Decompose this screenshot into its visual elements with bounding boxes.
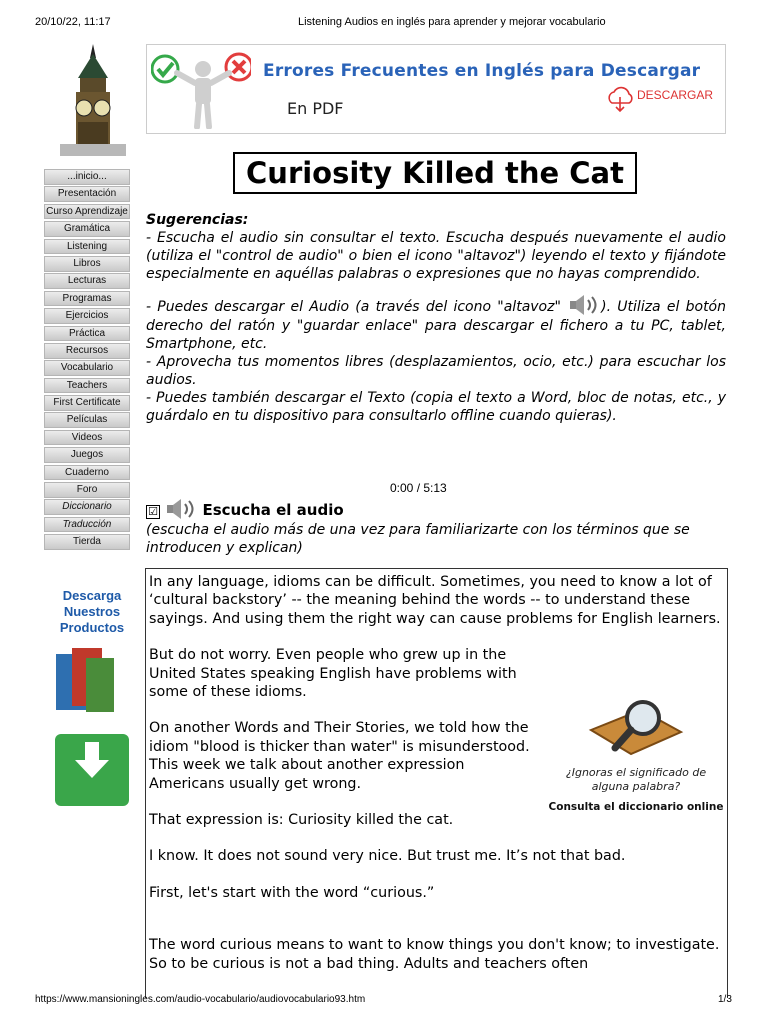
promo-title: Descarga Nuestros Productos (59, 588, 125, 635)
nav-item-juegos[interactable]: Juegos (44, 447, 130, 463)
print-page-number: 1/3 (718, 994, 732, 1005)
dictionary-ad[interactable] (547, 690, 725, 840)
sugerencias-section (146, 211, 726, 425)
listen-section (146, 497, 726, 557)
download-arrow-icon (55, 734, 129, 784)
nav-item-traduccion[interactable]: Traducción (44, 517, 130, 533)
books-image (52, 644, 118, 716)
article-paragraph-5: I know. It does not sound very nice. But trust me. It’s not that bad. (149, 848, 626, 865)
listen-heading-row (146, 497, 726, 521)
sugerencia-4: - Puedes también descargar el Texto (copia el texto a Word, bloc de notas, etc., y guárdalo en tu dispositivo para consultarlo offline cuando quieras). (146, 390, 726, 424)
nav-item-tierda[interactable]: Tierda (44, 534, 130, 550)
cloud-download-icon (605, 83, 635, 113)
sidebar-nav (44, 169, 130, 552)
descargar-button[interactable] (605, 83, 723, 113)
checkbox-icon: ☑ (146, 505, 160, 519)
check-cross-figure-icon (151, 49, 251, 129)
download-button[interactable] (55, 734, 190, 806)
magnifier-book-icon (581, 690, 691, 760)
nav-item-ejercicios[interactable]: Ejercicios (44, 308, 130, 324)
sugerencia-2b: ). Utiliza el botón derecho del ratón y "guardar enlace" para descargar el fichero a tu PC, tablet, Smartphone, etc. (146, 299, 726, 352)
nav-item-gramatica[interactable]: Gramática (44, 221, 130, 237)
print-datetime: 20/10/22, 11:17 (35, 16, 111, 28)
dict-question: ¿Ignoras el significado de alguna palabra? (565, 765, 707, 793)
listen-subtitle: (escucha el audio más de una vez para familiarizarte con los términos que se introducen y explican) (146, 522, 690, 556)
download-label: DOWNLOAD (142, 791, 190, 800)
speaker-icon[interactable] (567, 293, 601, 317)
nav-item-diccionario[interactable]: Diccionario (44, 499, 130, 515)
nav-item-recursos[interactable]: Recursos (44, 343, 130, 359)
nav-item-libros[interactable]: Libros (44, 256, 130, 272)
nav-item-vocabulario[interactable]: Vocabulario (44, 360, 130, 376)
article-paragraph-1: In any language, idioms can be difficult. Sometimes, you need to know a lot of ‘cultural backstory’ -- the meaning behind the words -- to understand these sayings. And using them the right way can cause problems for English learners. (149, 574, 721, 627)
print-page-title: Listening Audios en inglés para aprender y mejorar vocabulario (298, 16, 606, 28)
banner-title: Errores Frecuentes en Inglés para Descargar (263, 61, 701, 81)
banner-subtitle: En PDF (287, 99, 344, 118)
dict-cta[interactable]: Consulta el diccionario online (548, 800, 724, 813)
article-paragraph-4: That expression is: Curiosity killed the cat. (149, 812, 454, 829)
sugerencia-2a: - Puedes descargar el Audio (a través del icono "altavoz" (146, 299, 568, 315)
print-url: https://www.mansioningles.com/audio-vocabulario/audiovocabulario93.htm (35, 994, 366, 1005)
errores-banner[interactable] (146, 44, 726, 134)
descargar-label: DESCARGAR (637, 88, 714, 102)
page-title: Curiosity Killed the Cat (233, 152, 637, 194)
speaker-icon[interactable] (164, 497, 198, 521)
nav-item-practica[interactable]: Práctica (44, 326, 130, 342)
nav-item-peliculas[interactable]: Películas (44, 412, 130, 428)
sugerencias-heading: Sugerencias: (146, 212, 249, 228)
big-ben-logo (50, 44, 136, 156)
nav-item-first-certificate[interactable]: First Certificate (44, 395, 130, 411)
nav-item-curso[interactable]: Curso Aprendizaje (44, 204, 130, 220)
nav-item-teachers[interactable]: Teachers (44, 378, 130, 394)
article-paragraph-2: But do not worry. Even people who grew up in the United States speaking English have problems with some of these idioms. (149, 647, 517, 701)
sugerencia-3: - Aprovecha tus momentos libres (desplazamientos, ocio, etc.) para escuchar los audios. (146, 354, 726, 388)
nav-item-programas[interactable]: Programas (44, 291, 130, 307)
article-paragraph-7: The word curious means to want to know things you don't know; to investigate. So to be curious is not a bad thing. Adults and teachers often (149, 937, 720, 972)
listen-heading: Escucha el audio (202, 501, 344, 519)
nav-item-foro[interactable]: Foro (44, 482, 130, 498)
nav-item-presentacion[interactable]: Presentación (44, 186, 130, 202)
products-promo[interactable] (52, 588, 190, 814)
nav-item-videos[interactable]: Videos (44, 430, 130, 446)
nav-item-cuaderno[interactable]: Cuaderno (44, 465, 130, 481)
sugerencia-2 (146, 293, 726, 353)
article-paragraph-3: On another Words and Their Stories, we told how the idiom "blood is thicker than water" is misunderstood. This week we talk about another expression Americans usually get wrong. (149, 720, 530, 792)
sugerencia-1: - Escucha el audio sin consultar el texto. Escucha después nuevamente el audio (utiliza el "control de audio" o bien el icono "altavoz") leyendo el texto y fijándote especialmente en aquéllas palabras o expresiones que no hayas comprendido. (146, 230, 726, 282)
article-box (145, 568, 728, 998)
audio-player-time[interactable]: 0:00 / 5:13 (390, 481, 447, 495)
nav-item-inicio[interactable]: ...inicio... (44, 169, 130, 185)
nav-item-lecturas[interactable]: Lecturas (44, 273, 130, 289)
nav-item-listening[interactable]: Listening (44, 239, 130, 255)
article-paragraph-6: First, let's start with the word “curious.” (149, 884, 435, 901)
